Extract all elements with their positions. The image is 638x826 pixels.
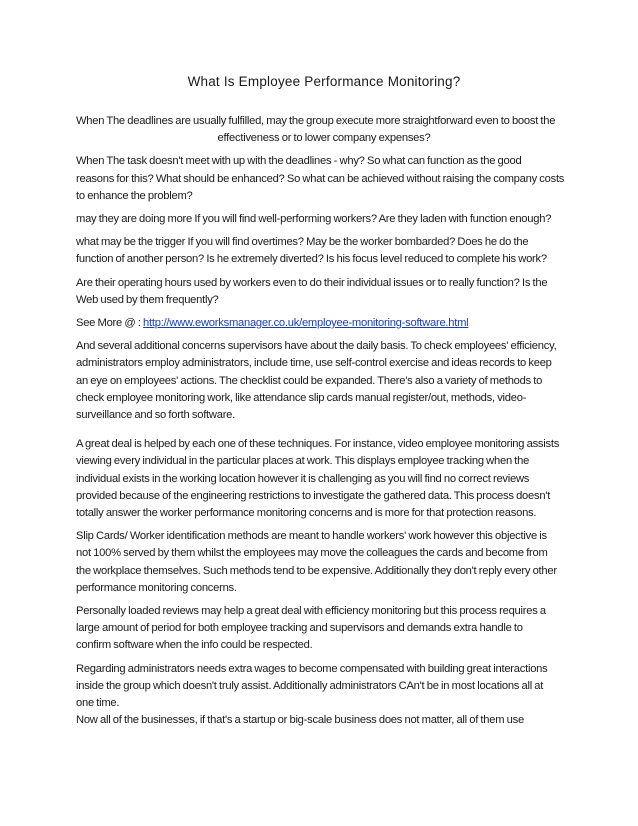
paragraph-line: inside the group which doesn't truly assist. Additionally administrators CAn't be in most locations all at <box>76 679 544 692</box>
paragraph <box>76 211 572 228</box>
see-more-prefix: See More @ : <box>76 317 144 330</box>
paragraph-line: the workplace themselves. Such methods tend to be expensive. Additionally they don't reply every other <box>76 564 557 577</box>
paragraph-line: When The task doesn't meet with up with the deadlines - why? So what can function as the good <box>76 155 522 168</box>
paragraph-line: Slip Cards/ Worker identification methods are meant to handle workers' work however this objective is <box>76 530 547 543</box>
paragraph-line: what may be the trigger If you will find overtimes? May be the worker bombarded? Does he do the <box>76 236 529 249</box>
paragraph-line: viewing every individual in the particular places at work. This displays employee tracking when the <box>76 455 530 468</box>
paragraph-line: A great deal is helped by each one of these techniques. For instance, video employee monitoring assists <box>76 438 560 451</box>
paragraph-line: provided because of the engineering restrictions to investigate the gathered data. This process doesn't <box>76 489 551 502</box>
paragraph-line: individual exists in the working location however it is challenging as you will find no correct reviews <box>76 472 530 485</box>
paragraph-line: to enhance the problem? <box>76 189 193 202</box>
paragraph-line: function of another person? Is he extremely diverted? Is his focus level reduced to complete his work? <box>76 253 547 266</box>
paragraph-line: not 100% served by them whilst the employees may move the colleagues the cards and become from <box>76 547 548 560</box>
see-more-link[interactable]: http://www.eworksmanager.co.uk/employee-monitoring-software.html <box>143 317 469 330</box>
paragraph-line: surveillance and so forth software. <box>76 409 236 422</box>
paragraph-line: performance monitoring concerns. <box>76 581 237 594</box>
paragraph-line: confirm software when the info could be respected. <box>76 639 313 652</box>
intro-section <box>76 113 572 309</box>
paragraph-line: one time. <box>76 697 120 710</box>
paragraph <box>76 528 572 597</box>
body-section <box>76 338 572 729</box>
paragraph-line: And several additional concerns supervisors have about the daily basis. To check employees' efficiency, <box>76 340 557 353</box>
paragraph <box>76 275 572 309</box>
document-title: What Is Employee Performance Monitoring? <box>187 74 461 89</box>
paragraph-line: large amount of period for both employee tracking and supervisors and demands extra handle to <box>76 622 523 635</box>
paragraph <box>76 113 572 147</box>
paragraph-line: reasons for this? What should be enhanced? So what can be achieved without raising the company costs <box>76 172 565 185</box>
paragraph-line: Personally loaded reviews may help a great deal with efficiency monitoring but this process requires a <box>76 605 546 618</box>
paragraph-line: Regarding administrators needs extra wages to become compensated with building great interactions <box>76 662 548 675</box>
paragraph-line: totally answer the worker performance monitoring concerns and is more for that protection reasons. <box>76 507 537 520</box>
paragraph-line: When The deadlines are usually fulfilled, may the group execute more straightforward even to boost the <box>76 115 556 127</box>
paragraph-line: may they are doing more If you will find well-performing workers? Are they laden with function enough? <box>76 213 552 226</box>
paragraph-line: Now all of the businesses, if that's a startup or big-scale business does not matter, all of them use <box>76 714 524 727</box>
paragraph-line: an eye on employees' actions. The checklist could be expanded. There's also a variety of methods to <box>76 374 543 387</box>
paragraph-line: effectiveness or to lower company expenses? <box>217 132 431 145</box>
paragraph-line: check employee monitoring work, like attendance slip cards manual register/out, methods, video- <box>76 391 527 404</box>
paragraph <box>76 234 572 268</box>
paragraph <box>76 603 572 655</box>
paragraph <box>76 436 572 522</box>
see-more-line <box>76 315 572 332</box>
paragraph-line: Web used by them frequently? <box>76 293 219 306</box>
paragraph <box>76 338 572 424</box>
paragraph-line: administrators employ administrators, include time, use self-control exercise and ideas records to keep <box>76 357 552 370</box>
paragraph-line: Are their operating hours used by workers even to do their individual issues or to really function? Is the <box>76 276 548 289</box>
paragraph <box>76 661 572 730</box>
paragraph <box>76 153 572 205</box>
